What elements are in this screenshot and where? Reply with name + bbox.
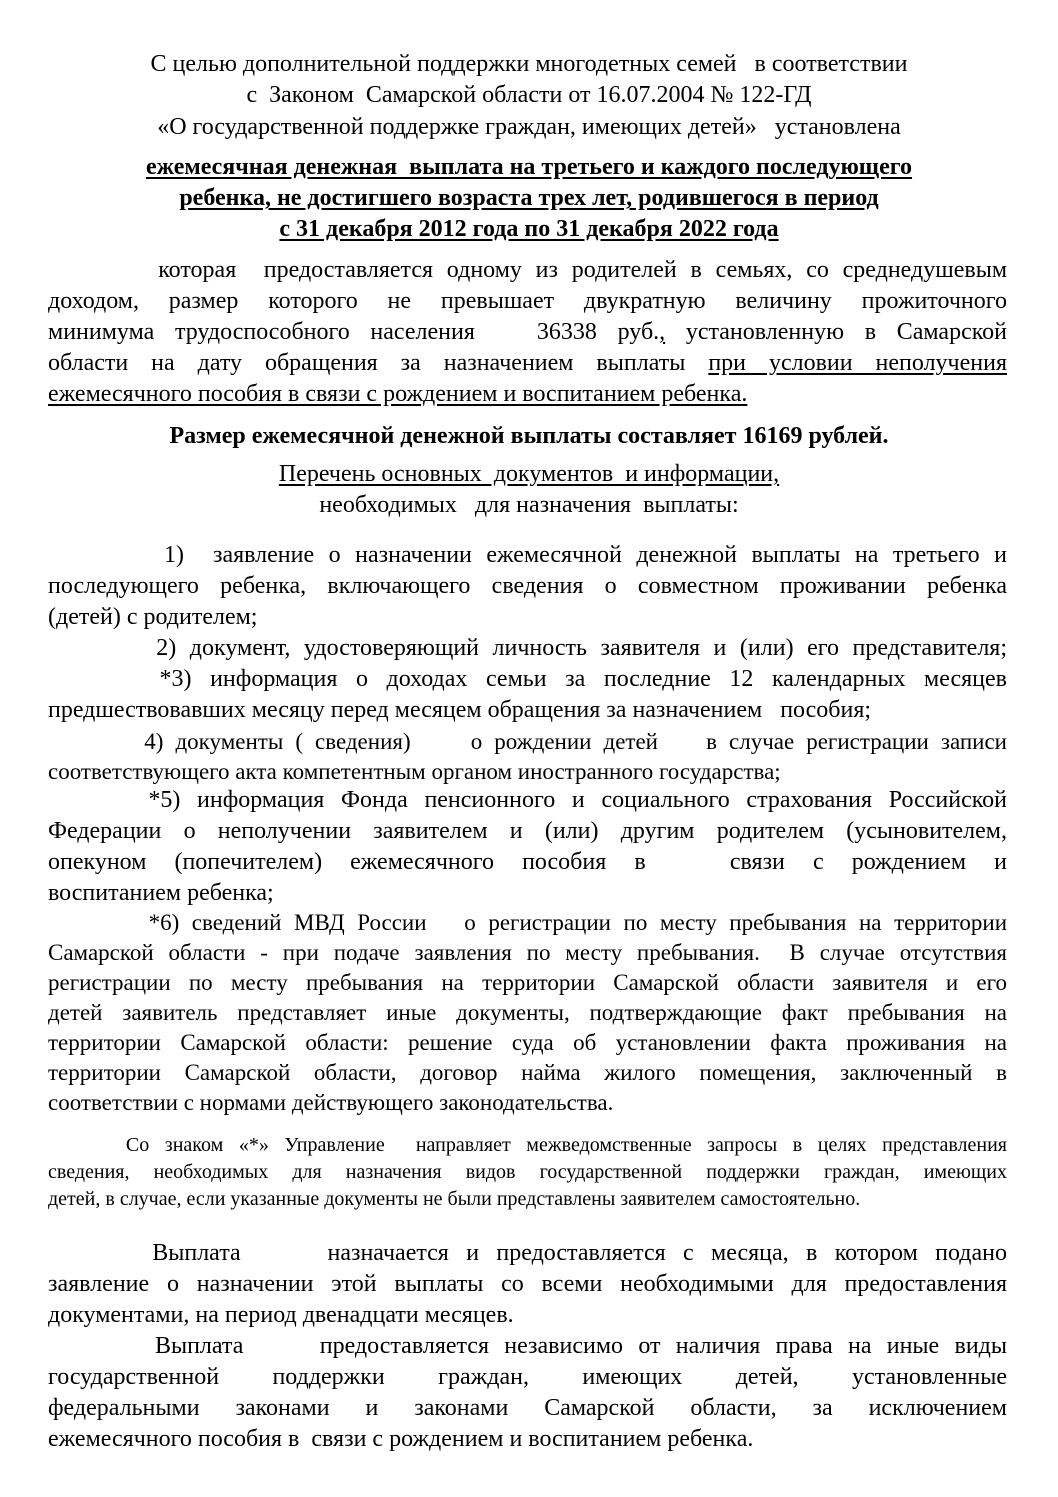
list-item: 2) документ, удостоверяющий личность заявителя и (или) его представителя; <box>48 635 1007 661</box>
list-item: (детей) с родителем; <box>48 604 258 630</box>
footnote-line: Со знаком «*» Управление направляет межведомственные запросы в целях представления <box>48 1134 1007 1156</box>
list-item: Федерации о неполучении заявителем и (или) другим родителем (усыновителем, <box>48 818 1007 844</box>
conditions-text: минимума трудоспособного населения 36338 руб. <box>48 319 660 345</box>
underlined-comma: , <box>659 319 666 345</box>
intro-line: С целью дополнительной поддержки многодетных семей в соответствии <box>150 51 908 77</box>
list-item: территории Самарской области, договор найма жилого помещения, заключенный в <box>48 1060 1007 1085</box>
footnote-line: детей, в случае, если указанные документы не были представлены заявителем самостоятельно. <box>48 1188 861 1210</box>
heading-line: с 31 декабря 2012 года по 31 декабря 2022 года <box>279 216 779 242</box>
list-item: соответствии с нормами действующего законодательства. <box>48 1090 614 1115</box>
list-item: Самарской области - при подаче заявления по месту пребывания. В случае отсутствия <box>48 940 1007 965</box>
list-item: воспитанием ребенка; <box>48 880 274 906</box>
conditions-line <box>48 320 1007 344</box>
list-item: предшествовавших месяцу перед месяцем обращения за назначением пособия; <box>48 697 872 723</box>
conditions-text: установленную в Самарской <box>665 319 1008 345</box>
conditions-line: которая предоставляется одному из родителей в семьях, со среднедушевым <box>48 257 1007 283</box>
payment-paragraph-line: государственной поддержки граждан, имеющих детей, установленные <box>48 1364 1007 1390</box>
payment-paragraph-line: Выплата предоставляется независимо от наличия права на иные виды <box>48 1333 1007 1359</box>
condition-underlined: ежемесячного пособия в связи с рождением и воспитанием ребенка. <box>48 381 748 407</box>
heading-line: ребенка, не достигшего возраста трех лет, родившегося в период <box>179 185 879 211</box>
list-item: *3) информация о доходах семьи за последние 12 календарных месяцев <box>48 666 1007 692</box>
docs-title: Перечень основных документов и информации, <box>278 461 780 487</box>
intro-line: «О государственной поддержке граждан, имеющих детей» установлена <box>157 114 901 140</box>
list-item: *5) информация Фонда пенсионного и социального страхования Российской <box>48 787 1007 813</box>
payment-amount: Размер ежемесячной денежной выплаты составляет 16169 рублей. <box>169 423 889 449</box>
list-item: регистрации по месту пребывания на территории Самарской области заявителя и его <box>48 970 1007 995</box>
list-item: *6) сведений МВД России о регистрации по месту пребывания на территории <box>48 910 1007 935</box>
list-item: 4) документы ( сведения) о рождении детей в случае регистрации записи <box>48 729 1007 754</box>
list-item: территории Самарской области: решение суда об установлении факта проживания на <box>48 1030 1007 1055</box>
conditions-line: доходом, размер которого не превышает двукратную величину прожиточного <box>48 288 1007 314</box>
list-item: соответствующего акта компетентным органом иностранного государства; <box>48 759 781 784</box>
payment-paragraph-line: ежемесячного пособия в связи с рождением и воспитанием ребенка. <box>48 1426 754 1452</box>
payment-paragraph-line: заявление о назначении этой выплаты со всеми необходимыми для предоставления <box>48 1271 1007 1297</box>
list-item: детей заявитель представляет иные документы, подтверждающие факт пребывания на <box>48 1000 1007 1025</box>
footnote-line: сведения, необходимых для назначения видов государственной поддержки граждан, имеющих <box>48 1161 1007 1183</box>
condition-underlined: при условии неполучения <box>708 350 1007 376</box>
heading-line: ежемесячная денежная выплата на третьего и каждого последующего <box>145 154 913 180</box>
payment-paragraph-line: Выплата назначается и предоставляется с месяца, в котором подано <box>48 1240 1007 1266</box>
conditions-text: области на дату обращения за назначением выплаты <box>48 350 709 376</box>
payment-paragraph-line: документами, на период двенадцати месяцев. <box>48 1302 514 1328</box>
list-item: последующего ребенка, включающего сведения о совместном проживании ребенка <box>48 573 1007 599</box>
list-item: опекуном (попечителем) ежемесячного пособия в связи с рождением и <box>48 849 1007 875</box>
payment-paragraph-line: федеральными законами и законами Самарской области, за исключением <box>48 1395 1007 1421</box>
intro-line: с Законом Самарской области от 16.07.2004 № 122-ГД <box>246 82 812 108</box>
conditions-line <box>48 351 1007 375</box>
docs-title: необходимых для назначения выплаты: <box>319 492 739 518</box>
list-item: 1) заявление о назначении ежемесячной денежной выплаты на третьего и <box>48 542 1007 568</box>
